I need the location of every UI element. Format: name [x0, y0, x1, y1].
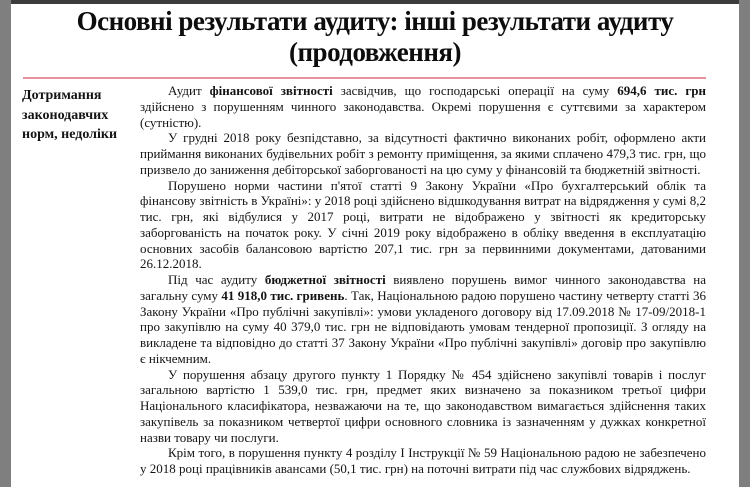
paragraph	[140, 445, 706, 477]
paragraph	[140, 367, 706, 446]
text-segment: засвідчив, що господарські операції на суму	[332, 83, 618, 98]
paragraph	[140, 83, 706, 130]
paragraph	[140, 272, 706, 367]
paragraph	[140, 130, 706, 177]
top-border	[11, 0, 739, 4]
emphasized-text: 41 918,0 тис. гривень	[221, 287, 345, 303]
text-segment: Крім того, в порушення пункту 4 розділу I Інструкції № 59 Національною радою не забезпечено у 2018 році працівників авансами (50,1 тис. грн) на поточні витрати під час службових відряджень.	[140, 445, 706, 476]
emphasized-text: 694,6 тис. грн	[617, 83, 706, 98]
slide-title-line-2: (продовження)	[289, 37, 461, 67]
right-border	[739, 0, 750, 487]
text-segment: виявлено порушень вимог чинного законодавства на загальну суму	[140, 272, 706, 303]
text-segment: У грудні 2018 року безпідставно, за відсутності фактично виконаних робіт, оформлено акти приймання виконаних будівельних робіт з ремонту приміщення, за якими сплачено 479,3 тис. грн, що призвело до заниження дебіторської заборгованості на цю суму у фінансовій та бюджетній звітності.	[140, 130, 706, 177]
sidebar-label: Дотримання законодавчих норм, недоліки	[22, 88, 118, 142]
text-segment: Порушено норми частини п'ятої статті 9 Закону України «Про бухгалтерський облік та фінансову звітність в Україні»: у 2018 році здійснено відшкодування витрат на відрядження у сумі 8,2 тис. грн, які відбулися у 2017 році, витрати не відображено у звітності як кредиторську заборгованість на початок року. У січні 2019 року відображено в обліку введення в експлуатацію основних засобів балансовою вартістю 207,1 тис. грн за первинними документами, датованими 26.12.2018.	[140, 177, 707, 272]
paragraph	[140, 178, 706, 273]
text-segment: Під час аудиту	[168, 272, 265, 287]
title-underline	[23, 77, 706, 79]
left-border	[0, 0, 11, 487]
text-segment: У порушення абзацу другого пункту 1 Порядку № 454 здійснено закупівлі товарів і послуг загальною вартістю 1 539,0 тис. грн, предмет яких визначено за показником третьої цифри Національного класифікатора, незважаючи на те, що законодавством вимагається здійснення таких закупівель за показником четвертої цифри основного словника із зазначенням у дужках конкретної назви товару чи послуги.	[140, 366, 706, 445]
text-segment: Аудит	[168, 83, 210, 98]
slide-title	[40, 6, 710, 68]
emphasized-text: бюджетної звітності	[264, 272, 386, 287]
text-segment: здійснено з порушенням чинного законодавства. Окремі порушення є суттєвими за характером (сутністю).	[140, 98, 706, 130]
slide-title-line-1: Основні результати аудиту: інші результати аудиту	[76, 6, 674, 36]
text-segment: . Так, Національною радою порушено частину четверту статті 36 Закону України «Про публічні закупівлі»: умови укладеного договору від 17.09.2018 № 17-09/2018-1 про закупівлю на суму 40 379,0 тис. грн не відповідають умовам тендерної пропозиції. З огляду на викладене та відповідно до статті 37 Закону України «Про публічні закупівлі» договір про закупівлю є нікчемним.	[140, 287, 706, 366]
emphasized-text: фінансової звітності	[209, 83, 333, 98]
body-text	[140, 83, 706, 477]
